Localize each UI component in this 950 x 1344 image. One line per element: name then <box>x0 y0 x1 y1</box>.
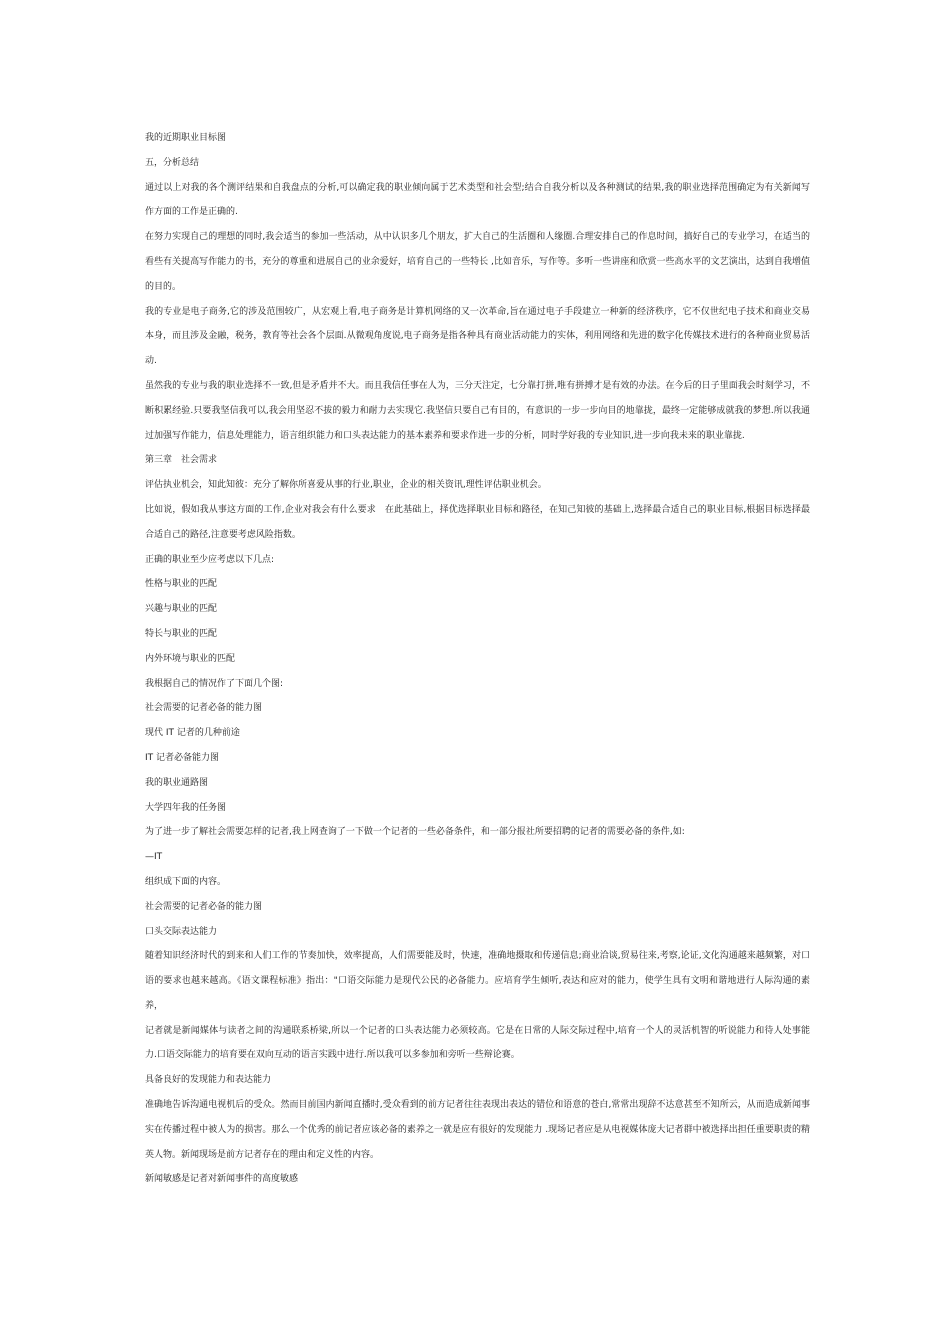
chapter-heading: 第三章 社会需求 <box>145 455 218 466</box>
paragraph: 随着知识经济时代的到来和人们工作的节奏加快，效率提高，人们需要能及时，快速，准确地摄取和传递信息;商业洽谈,贸易往来,考察,论证,文化沟通越来越频繁，对口语的要求也越来越高。《语文课程标准》指出："口语交际能力是现代公民的必备能力。应培育学生倾听,表达和应对的能力，使学生具有文明和谐地进行人际沟通的素养， <box>145 951 810 1011</box>
paragraph: 为了进一步了解社会需要怎样的记者,我上网查询了一下做一个记者的一些必备条件，和一部分报社所要招聘的记者的需要必备的条件,如: <box>145 827 685 838</box>
list-item: 性格与职业的匹配 <box>145 579 218 590</box>
paragraph: 正确的职业至少应考虑以下几点: <box>145 554 275 565</box>
paragraph: 我根据自己的情况作了下面几个图: <box>145 678 284 689</box>
paragraph: 虽然我的专业与我的职业选择不一致,但是矛盾并不大。而且我信任事在人为，三分天注定，七分靠打拼,唯有拼搏才是有效的办法。在今后的日子里面我会时刻学习，不断积累经验.只要我坚信我可以,我会用坚忍不拔的毅力和耐力去实现它.我坚信只要自己有目的，有意识的一步一步向目的地靠拢，最终一定能够成就我的梦想.所以我通过加强写作能力，信息处理能力，语言组织能力和口头表达能力的基本素养和要求作进一步的分析，同时学好我的专业知识,进一步向我未来的职业靠拢. <box>145 380 810 441</box>
figure-title: 我的职业通路图 <box>145 777 209 788</box>
subsection-heading: 具备良好的发现能力和表达能力 <box>145 1075 272 1086</box>
paragraph: 组织成下面的内容。 <box>145 876 227 887</box>
subsection-heading: 口头交际表达能力 <box>145 926 218 937</box>
document-body <box>145 126 810 1192</box>
figure-title: 大学四年我的任务图 <box>145 802 227 813</box>
list-item: 特长与职业的匹配 <box>145 628 218 639</box>
figure-title: 社会需要的记者必备的能力图 <box>145 703 263 714</box>
paragraph-heading: 我的近期职业目标图 <box>145 133 227 143</box>
figure-title: 社会需要的记者必备的能力图 <box>145 901 263 912</box>
paragraph: 通过以上对我的各个测评结果和自我盘点的分析,可以确定我的职业倾向属于艺术类型和社会型;结合自我分析以及各种测试的结果,我的职业选择范围确定为有关新闻写作方面的工作是正确的. <box>145 182 810 218</box>
list-item: 兴趣与职业的匹配 <box>145 604 218 615</box>
paragraph: 比如说，假如我从事这方面的工作,企业对我会有什么要求 在此基础上，择优选择职业目标和路径，在知己知彼的基础上,选择最合适自己的职业目标,根据目标选择最合适自己的路径,注意要考虑风险指数。 <box>145 504 810 540</box>
paragraph: 在努力实现自己的理想的同时,我会适当的参加一些活动，从中认识多几个朋友，扩大自己的生活圈和人缘圈.合理安排自己的作息时间，搞好自己的专业学习，在适当的看些有关提高写作能力的书，充分的尊重和进展自己的业余爱好，培育自己的一些特长 ,比如音乐，写作等。多听一些讲座和欣赏一些高水平的文艺演出，达到自我增值的目的。 <box>145 232 810 292</box>
figure-title: 现代 IT 记者的几种前途 <box>145 728 240 739</box>
paragraph: 记者就是新闻媒体与读者之间的沟通联系桥梁,所以一个记者的口头表达能力必须较高。它是在日常的人际交际过程中,培育一个人的灵活机智的听说能力和待人处事能力.口语交际能力的培育要在双向互动的语言实践中进行.所以我可以多参加和旁听一些辩论赛。 <box>145 1025 810 1061</box>
paragraph: 准确地告诉沟通电视机后的受众。然而目前国内新闻直播时,受众看到的前方记者往往表现出表达的错位和语意的苍白,常常出现辞不达意甚至不知所云，从而造成新闻事实在传播过程中被人为的损害。那么一个优秀的前记者应该必备的素养之一就是应有很好的发现能力 .现场记者应是从电视媒体庞大记者群中被选择出担任重要职责的精英人物。新闻现场是前方记者存在的理由和定义性的内容。 <box>145 1100 810 1160</box>
figure-title: IT 记者必备能力图 <box>145 752 220 763</box>
paragraph: —IT <box>145 852 163 863</box>
list-item: 内外环境与职业的匹配 <box>145 653 236 664</box>
section-heading: 五，分析总结 <box>145 157 200 168</box>
paragraph: 新闻敏感是记者对新闻事件的高度敏感 <box>145 1174 299 1185</box>
paragraph: 我的专业是电子商务,它的涉及范围较广，从宏观上看,电子商务是计算机网络的又一次革命,旨在通过电子手段建立一种新的经济秩序，它不仅世纪电子技术和商业交易本身，而且涉及金融，税务，教育等社会各个层面.从微观角度说,电子商务是指各种具有商业活动能力的实体，利用网络和先进的数字化传媒技术进行的各种商业贸易活动. <box>145 306 810 367</box>
paragraph: 评估执业机会，知此知彼：充分了解你所喜爱从事的行业,职业，企业的相关资讯,理性评估职业机会。 <box>145 480 547 491</box>
